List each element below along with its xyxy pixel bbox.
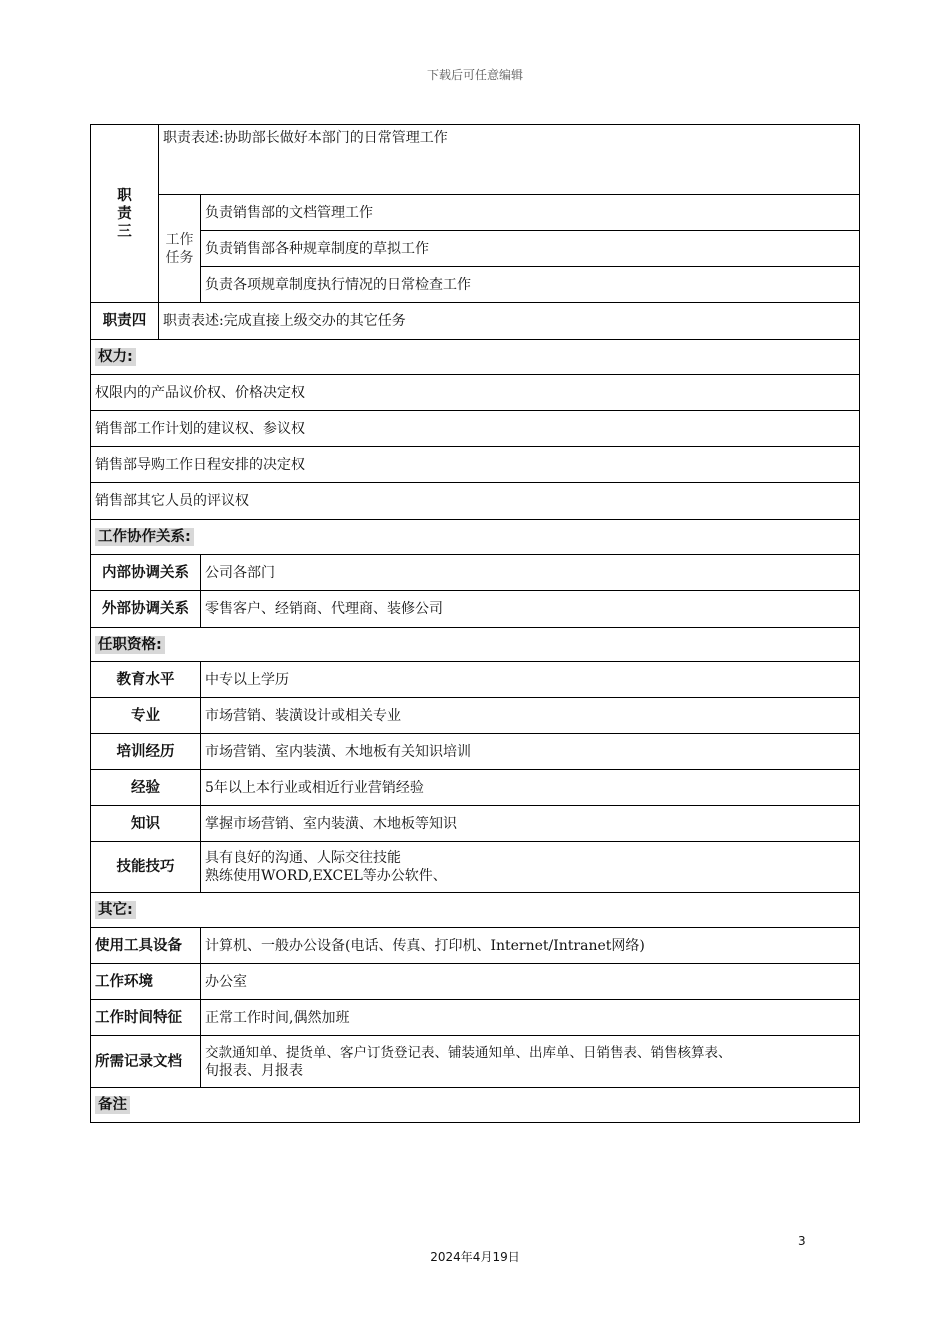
qualification-row bbox=[91, 770, 860, 806]
experience-label: 经验 bbox=[91, 770, 201, 806]
qualification-title: 任职资格: bbox=[91, 628, 860, 662]
footer-date: 2024年4月19日 bbox=[430, 1250, 520, 1264]
authority-item bbox=[91, 483, 860, 520]
duty3-task-row bbox=[91, 267, 860, 303]
collaboration-row bbox=[91, 591, 860, 628]
header-note: 下载后可任意编辑 bbox=[426, 68, 523, 82]
internal-coordination-value: 公司各部门 bbox=[201, 555, 860, 591]
experience-value: 5年以上本行业或相近行业营销经验 bbox=[201, 770, 860, 806]
authority-title: 权力: bbox=[91, 340, 860, 375]
internal-coordination-label: 内部协调关系 bbox=[91, 555, 201, 591]
external-coordination-label: 外部协调关系 bbox=[91, 591, 201, 628]
authority-item-3: 销售部导购工作日程安排的决定权 bbox=[91, 447, 860, 483]
training-label: 培训经历 bbox=[91, 734, 201, 770]
duty4-row bbox=[91, 303, 860, 340]
page-number: 3 bbox=[798, 1234, 806, 1248]
knowledge-label: 知识 bbox=[91, 806, 201, 842]
duty3-task-3: 负责各项规章制度执行情况的日常检查工作 bbox=[201, 267, 860, 303]
remarks-row bbox=[91, 1088, 860, 1123]
authority-section-row bbox=[91, 340, 860, 375]
collaboration-title: 工作协作关系: bbox=[91, 520, 860, 555]
duty3-description: 职责表述:协助部长做好本部门的日常管理工作 bbox=[159, 125, 860, 195]
duty3-task-row bbox=[91, 195, 860, 231]
training-value: 市场营销、室内装潢、木地板有关知识培训 bbox=[201, 734, 860, 770]
duty3-task-2: 负责销售部各种规章制度的草拟工作 bbox=[201, 231, 860, 267]
qualification-row bbox=[91, 842, 860, 893]
records-line-1: 交款通知单、提货单、客户订货登记表、铺装通知单、出库单、日销售表、销售核算表、 bbox=[205, 1044, 732, 1061]
environment-label: 工作环境 bbox=[91, 964, 201, 1000]
records-label: 所需记录文档 bbox=[91, 1036, 201, 1088]
qualification-section-row bbox=[91, 628, 860, 662]
major-label: 专业 bbox=[91, 698, 201, 734]
other-row bbox=[91, 1000, 860, 1036]
job-description-table bbox=[90, 124, 860, 1123]
tools-label: 使用工具设备 bbox=[91, 928, 201, 964]
work-time-value: 正常工作时间,偶然加班 bbox=[201, 1000, 860, 1036]
skills-line-1: 具有良好的沟通、人际交往技能 bbox=[205, 850, 401, 866]
tools-value: 计算机、一般办公设备(电话、传真、打印机、Internet/Intranet网络) bbox=[201, 928, 860, 964]
collaboration-section-row bbox=[91, 520, 860, 555]
qualification-row bbox=[91, 806, 860, 842]
other-section-row bbox=[91, 893, 860, 928]
records-line-2: 旬报表、月报表 bbox=[205, 1062, 303, 1079]
authority-item bbox=[91, 375, 860, 411]
authority-item-4: 销售部其它人员的评议权 bbox=[91, 483, 860, 520]
duty3-task-1: 负责销售部的文档管理工作 bbox=[201, 195, 860, 231]
duty3-description-row bbox=[91, 125, 860, 195]
skills-label: 技能技巧 bbox=[91, 842, 201, 893]
authority-item bbox=[91, 411, 860, 447]
work-time-label: 工作时间特征 bbox=[91, 1000, 201, 1036]
duty4-description: 职责表述:完成直接上级交办的其它任务 bbox=[159, 303, 860, 340]
task-label: 工作任务 bbox=[159, 195, 201, 303]
qualification-row bbox=[91, 734, 860, 770]
environment-value: 办公室 bbox=[201, 964, 860, 1000]
authority-item-2: 销售部工作计划的建议权、参议权 bbox=[91, 411, 860, 447]
knowledge-value: 掌握市场营销、室内装潢、木地板等知识 bbox=[201, 806, 860, 842]
qualification-row bbox=[91, 698, 860, 734]
duty3-label: 职责三 bbox=[91, 125, 159, 303]
skills-line-2: 熟练使用WORD,EXCEL等办公软件、 bbox=[205, 868, 447, 884]
other-row bbox=[91, 964, 860, 1000]
authority-item-1: 权限内的产品议价权、价格决定权 bbox=[91, 375, 860, 411]
remarks-title: 备注 bbox=[91, 1088, 860, 1123]
duty3-task-row bbox=[91, 231, 860, 267]
education-label: 教育水平 bbox=[91, 662, 201, 698]
qualification-row bbox=[91, 662, 860, 698]
major-value: 市场营销、装潢设计或相关专业 bbox=[201, 698, 860, 734]
other-title: 其它: bbox=[91, 893, 860, 928]
education-value: 中专以上学历 bbox=[201, 662, 860, 698]
skills-value bbox=[201, 842, 860, 893]
duty4-label: 职责四 bbox=[91, 303, 159, 340]
records-value bbox=[201, 1036, 860, 1088]
authority-item bbox=[91, 447, 860, 483]
other-row bbox=[91, 1036, 860, 1088]
other-row bbox=[91, 928, 860, 964]
external-coordination-value: 零售客户、经销商、代理商、装修公司 bbox=[201, 591, 860, 628]
collaboration-row bbox=[91, 555, 860, 591]
